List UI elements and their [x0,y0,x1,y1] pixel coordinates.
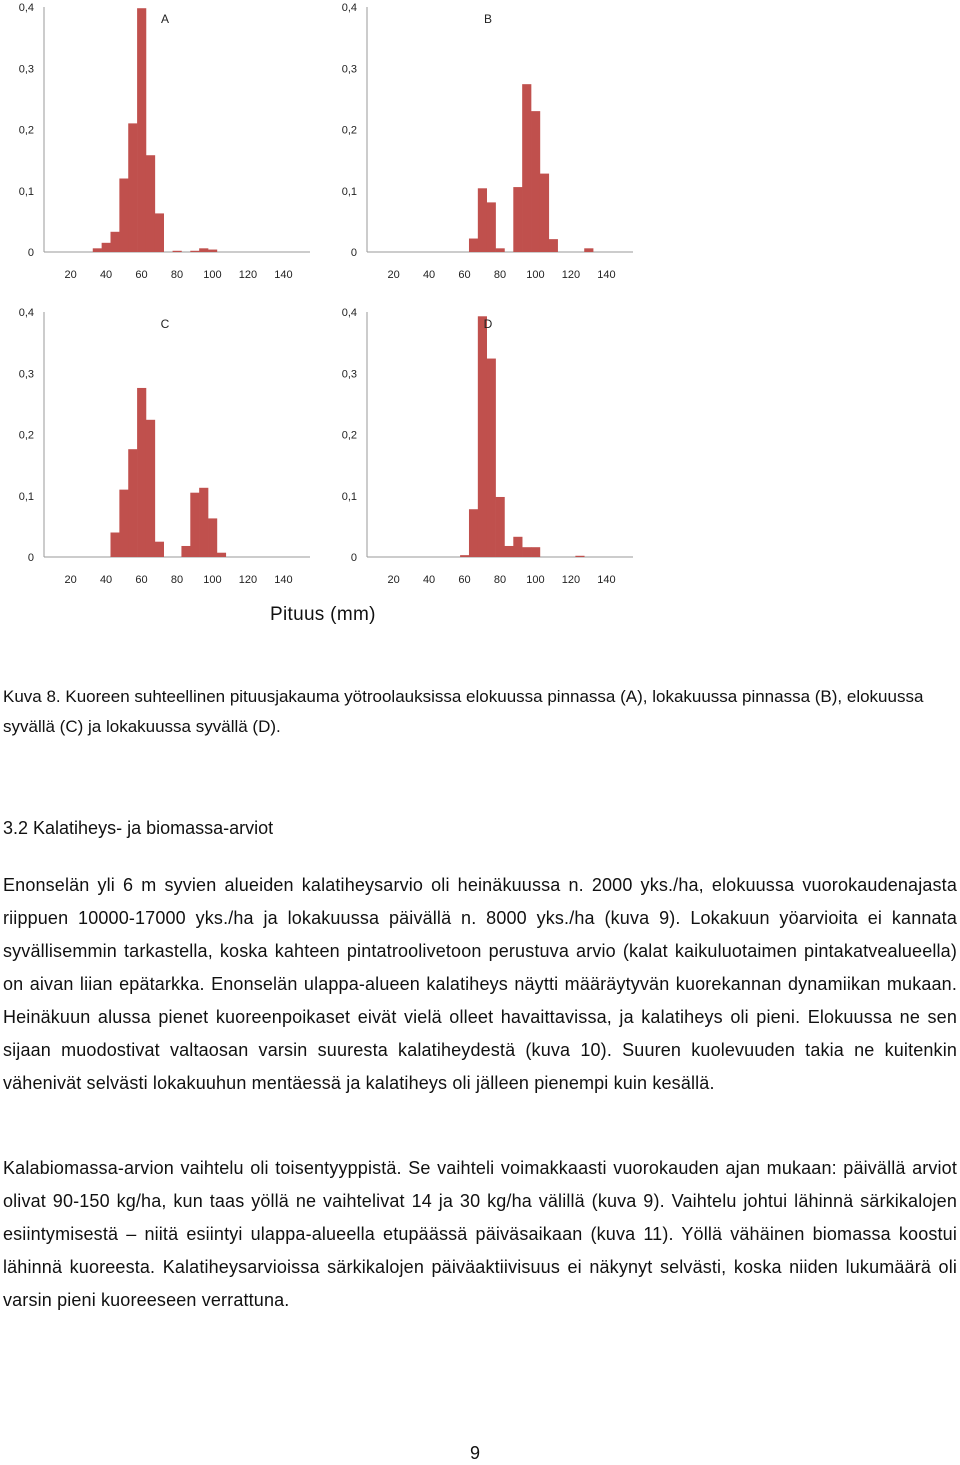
x-tick-label: 40 [99,574,113,586]
histogram-bar [584,248,593,252]
histogram-bar [208,518,217,557]
histogram-bar [128,123,137,252]
histogram-bar [137,388,146,557]
histogram-bar [181,546,190,557]
y-tick-label: 0,1 [341,490,357,503]
histogram-bar [478,316,487,557]
histogram-bar [469,239,478,252]
x-tick-label: 20 [64,574,77,586]
x-tick-label: 100 [526,574,545,586]
y-tick-label: 0,2 [341,124,357,137]
histogram-bar [522,84,531,252]
histogram-bar [513,187,522,252]
histogram-bar [217,553,226,557]
x-tick-label: 60 [135,574,148,586]
y-tick-label: 0 [350,247,357,259]
x-tick-label: 120 [561,574,581,586]
x-tick-label: 80 [493,574,507,586]
x-tick-label: 40 [99,269,113,281]
body-paragraph-1: Enonselän yli 6 m syvien alueiden kalatiheysarvio oli heinäkuussa n. 2000 yks./ha, elokuussa vuorokaudenajasta riippuen 10000-17000 yks./ha ja lokakuussa päivällä n. 8000 yks./ha (kuva 9). Lokakuun yöarvioita ei kannata syvällisemmin tarkastella, koska kahteen pintatroolivetoon perustuva arvio (kalat kaikuluotaimen pintakatvealueella) on aivan liian epätarkka. Enonselän ulappa-alueen kalatiheys näytti määräytyvän kuorekannan dynamiikan mukaan. Heinäkuun alussa pienet kuoreenpoikaset eivät vielä olleet havaittavissa, ja kalatiheys oli pieni. Elokuussa ne sen sijaan muodostivat valtaosan varsin suuresta kalatiheydestä (kuva 10). Suuren kuolevuuden takia ne kuitenkin vähenivät selvästi lokakuuhun mentäessä ja kalatiheys oli jälleen pienempi kuin kesällä. [3,875,957,1093]
x-tick-label: 80 [493,269,507,281]
x-tick-label: 80 [170,269,184,281]
x-tick-label: 20 [64,269,77,281]
panel-letter: A [160,12,170,26]
length-distribution-figure [0,0,660,600]
histogram-bar [575,556,584,557]
histogram-bar [478,188,487,252]
histogram-panel-d [342,307,633,586]
x-tick-label: 40 [422,574,436,586]
page-number: 9 [470,1443,481,1463]
histogram-bar [540,174,549,252]
histogram-bar [173,251,182,252]
x-tick-label: 120 [238,269,258,281]
histogram-bar [513,537,522,557]
histogram-bar [155,213,164,252]
y-tick-label: 0 [350,552,357,564]
section-heading: 3.2 Kalatiheys- ja biomassa-arviot [3,818,274,838]
y-tick-label: 0,3 [18,368,34,381]
histogram-bar [119,179,128,253]
x-tick-label: 140 [597,574,616,586]
y-tick-label: 0,2 [18,429,34,442]
x-tick-label: 100 [203,574,222,586]
histogram-bar [137,8,146,252]
histogram-panel-c [19,307,310,586]
histogram-bar [469,509,478,557]
x-tick-label: 140 [274,574,293,586]
histogram-bar [522,547,531,557]
histogram-bar [487,202,496,252]
y-tick-label: 0 [27,247,34,259]
figure-caption: Kuva 8. Kuoreen suhteellinen pituusjakauma yötroolauksissa elokuussa pinnassa (A), lokakuussa pinnassa (B), elokuussa syvällä (C) ja lokakuussa syvällä (D). [3,687,924,736]
histogram-bar [208,250,217,252]
histogram-bar [531,111,540,252]
x-tick-label: 60 [458,269,471,281]
y-tick-label: 0,4 [341,2,357,14]
x-tick-label: 100 [526,269,545,281]
histogram-panel-b [342,2,633,281]
histogram-bar [496,248,505,252]
x-tick-label: 20 [387,574,400,586]
histogram-bar [504,546,513,557]
histogram-bar [128,449,137,557]
x-tick-label: 140 [274,269,293,281]
y-tick-label: 0,2 [341,429,357,442]
figure-xaxis-title: Pituus (mm) [270,604,376,625]
histogram-bar [199,248,208,252]
histogram-bar [93,248,102,252]
histogram-panel-a [19,2,310,281]
y-tick-label: 0,3 [341,368,357,381]
y-tick-label: 0,4 [341,307,357,319]
body-paragraph-2: Kalabiomassa-arvion vaihtelu oli toisentyyppistä. Se vaihteli voimakkaasti vuorokauden ajan mukaan: päivällä arviot olivat 90-150 kg/ha, kun taas yöllä ne vaihtelivat 14 ja 30 kg/ha välillä (kuva 9). Vaihtelu johtui lähinnä särkikalojen esiintymisestä – niitä esiintyi ulappa-alueella etupäässä päiväsaikaan (kuva 11). Yöllä vähäinen biomassa koostui lähinnä kuoreesta. Kalatiheysarvioissa särkikalojen päiväaktiivisuus ei näkynyt selvästi, koska niiden lukumäärä oli varsin pieni kuoreeseen verrattuna. [3,1158,957,1310]
histogram-bar [199,488,208,557]
y-tick-label: 0,4 [18,307,34,319]
x-tick-label: 120 [561,269,581,281]
histogram-bar [111,533,120,558]
histogram-bar [102,243,111,252]
x-tick-label: 140 [597,269,616,281]
histogram-bar [487,359,496,557]
y-tick-label: 0,1 [18,490,34,503]
histogram-bar [146,155,155,252]
panel-letter: C [160,317,170,331]
histogram-bar [111,232,120,252]
x-tick-label: 20 [387,269,400,281]
x-tick-label: 40 [422,269,436,281]
y-tick-label: 0,3 [341,63,357,76]
y-tick-label: 0,2 [18,124,34,137]
histogram-bar [190,493,199,557]
x-tick-label: 60 [135,269,148,281]
y-tick-label: 0,1 [341,185,357,198]
histogram-bar [155,542,164,557]
panel-letter: B [483,12,493,26]
y-tick-label: 0,4 [18,2,34,14]
x-tick-label: 60 [458,574,471,586]
x-tick-label: 120 [238,574,258,586]
histogram-bar [190,251,199,252]
histogram-bar [496,497,505,557]
x-tick-label: 80 [170,574,184,586]
y-tick-label: 0,1 [18,185,34,198]
histogram-bar [460,555,469,557]
x-tick-label: 100 [203,269,222,281]
histogram-bar [531,547,540,557]
histogram-bar [146,420,155,557]
y-tick-label: 0,3 [18,63,34,76]
y-tick-label: 0 [27,552,34,564]
histogram-bar [119,490,128,557]
panel-letter: D [483,317,493,331]
histogram-bar [549,239,558,252]
